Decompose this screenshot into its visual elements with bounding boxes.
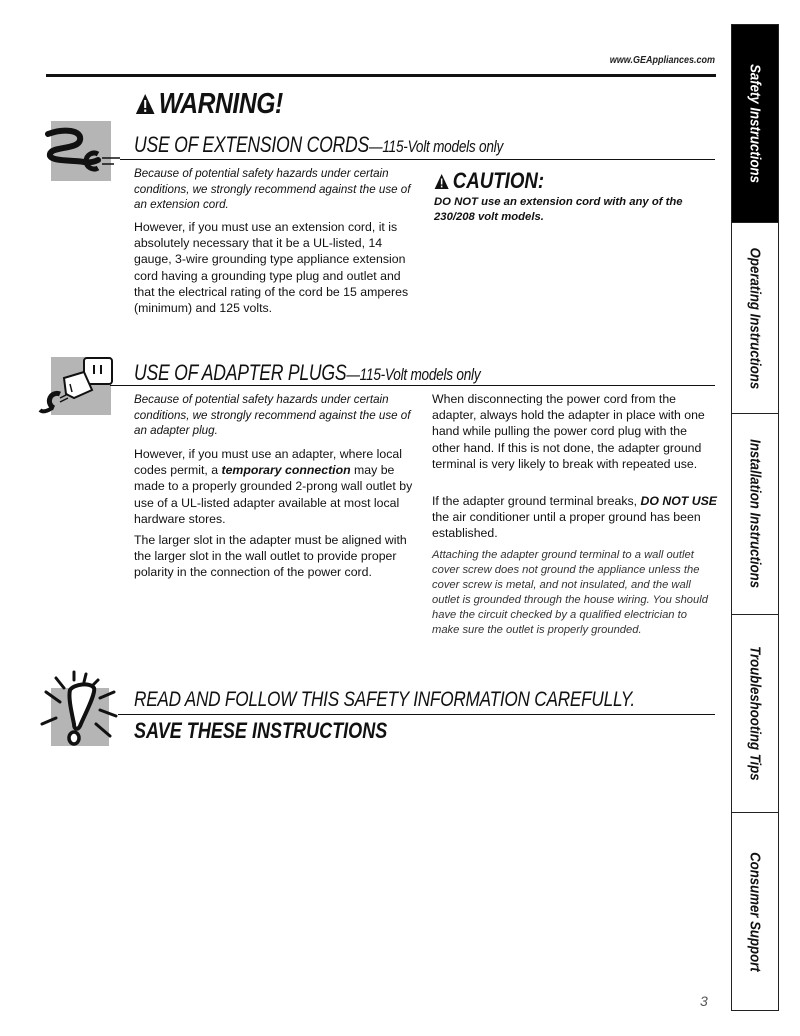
exclamation-icon bbox=[34, 668, 124, 752]
caution-triangle-icon bbox=[434, 173, 449, 190]
save-instructions-line: SAVE THESE INSTRUCTIONS bbox=[134, 718, 388, 743]
tab-installation-instructions[interactable]: Installation Instructions bbox=[732, 414, 778, 615]
warning-triangle-icon bbox=[135, 93, 155, 115]
header-rule bbox=[46, 74, 716, 77]
section-tabs bbox=[731, 24, 779, 1011]
closing-rule bbox=[118, 714, 715, 715]
tab-troubleshooting-tips[interactable]: Troubleshooting Tips bbox=[732, 615, 778, 813]
adapter-plugs-body-1: However, if you must use an adapter, where local codes permit, a temporary connection may be made to a properly grounded 2-prong wall outlet by use of a UL-listed adapter available at most local hardware stores. bbox=[134, 447, 413, 526]
adapter-plugs-intro: Because of potential safety hazards under certain conditions, we strongly recommend against the use of an adapter plug. bbox=[134, 393, 411, 438]
read-and-follow-line: READ AND FOLLOW THIS SAFETY INFORMATION CAREFULLY. bbox=[134, 688, 635, 711]
adapter-plugs-right-1: When disconnecting the power cord from the adapter, always hold the adapter in place with one hand while pulling the power cord plug with the other hand. If this is not done, the adapter ground terminal is very likely to break with repeated use. bbox=[432, 392, 705, 471]
extension-cords-heading: USE OF EXTENSION CORDS—115-Volt models only bbox=[134, 132, 504, 157]
caution-text: DO NOT use an extension cord with any of the 230/208 volt models. bbox=[434, 196, 683, 223]
adapter-plugs-heading: USE OF ADAPTER PLUGS—115-Volt models only bbox=[134, 360, 481, 385]
site-url: www.GEAppliances.com bbox=[609, 55, 715, 66]
extension-cord-icon bbox=[34, 118, 134, 188]
extension-cords-intro: Because of potential safety hazards under certain conditions, we strongly recommend against the use of an extension cord. bbox=[134, 167, 411, 212]
warning-title: WARNING! bbox=[135, 88, 283, 121]
tab-safety-instructions[interactable]: Safety Instructions bbox=[732, 25, 778, 223]
adapter-plugs-right-2: If the adapter ground terminal breaks, DO NOT USE the air conditioner until a proper ground has been established. bbox=[432, 494, 718, 541]
tab-operating-instructions[interactable]: Operating Instructions bbox=[732, 223, 778, 414]
adapter-plugs-rule bbox=[110, 385, 715, 386]
extension-cords-rule bbox=[120, 159, 715, 160]
page-number: 3 bbox=[700, 993, 708, 1009]
adapter-plugs-body-2: The larger slot in the adapter must be aligned with the larger slot in the wall outlet to provide proper polarity in the connection of the power cord. bbox=[134, 533, 407, 580]
extension-cords-body: However, if you must use an extension cord, it is absolutely necessary that it be a UL-listed, 14 gauge, 3-wire grounding type appliance extension cord having a grounding type plug and outlet and that the electrical rating of the cord be 15 amperes (minimum) and 125 volts. bbox=[134, 220, 409, 316]
caution-title: CAUTION: bbox=[434, 168, 544, 194]
adapter-plugs-right-3: Attaching the adapter ground terminal to a wall outlet cover screw does not ground the appliance unless the cover screw is metal, and not insulated, and the wall outlet is grounded through the house wiring. You should have the circuit checked by a qualified electrician to make sure the outlet is properly grounded. bbox=[432, 549, 708, 637]
tab-consumer-support[interactable]: Consumer Support bbox=[732, 813, 778, 1010]
